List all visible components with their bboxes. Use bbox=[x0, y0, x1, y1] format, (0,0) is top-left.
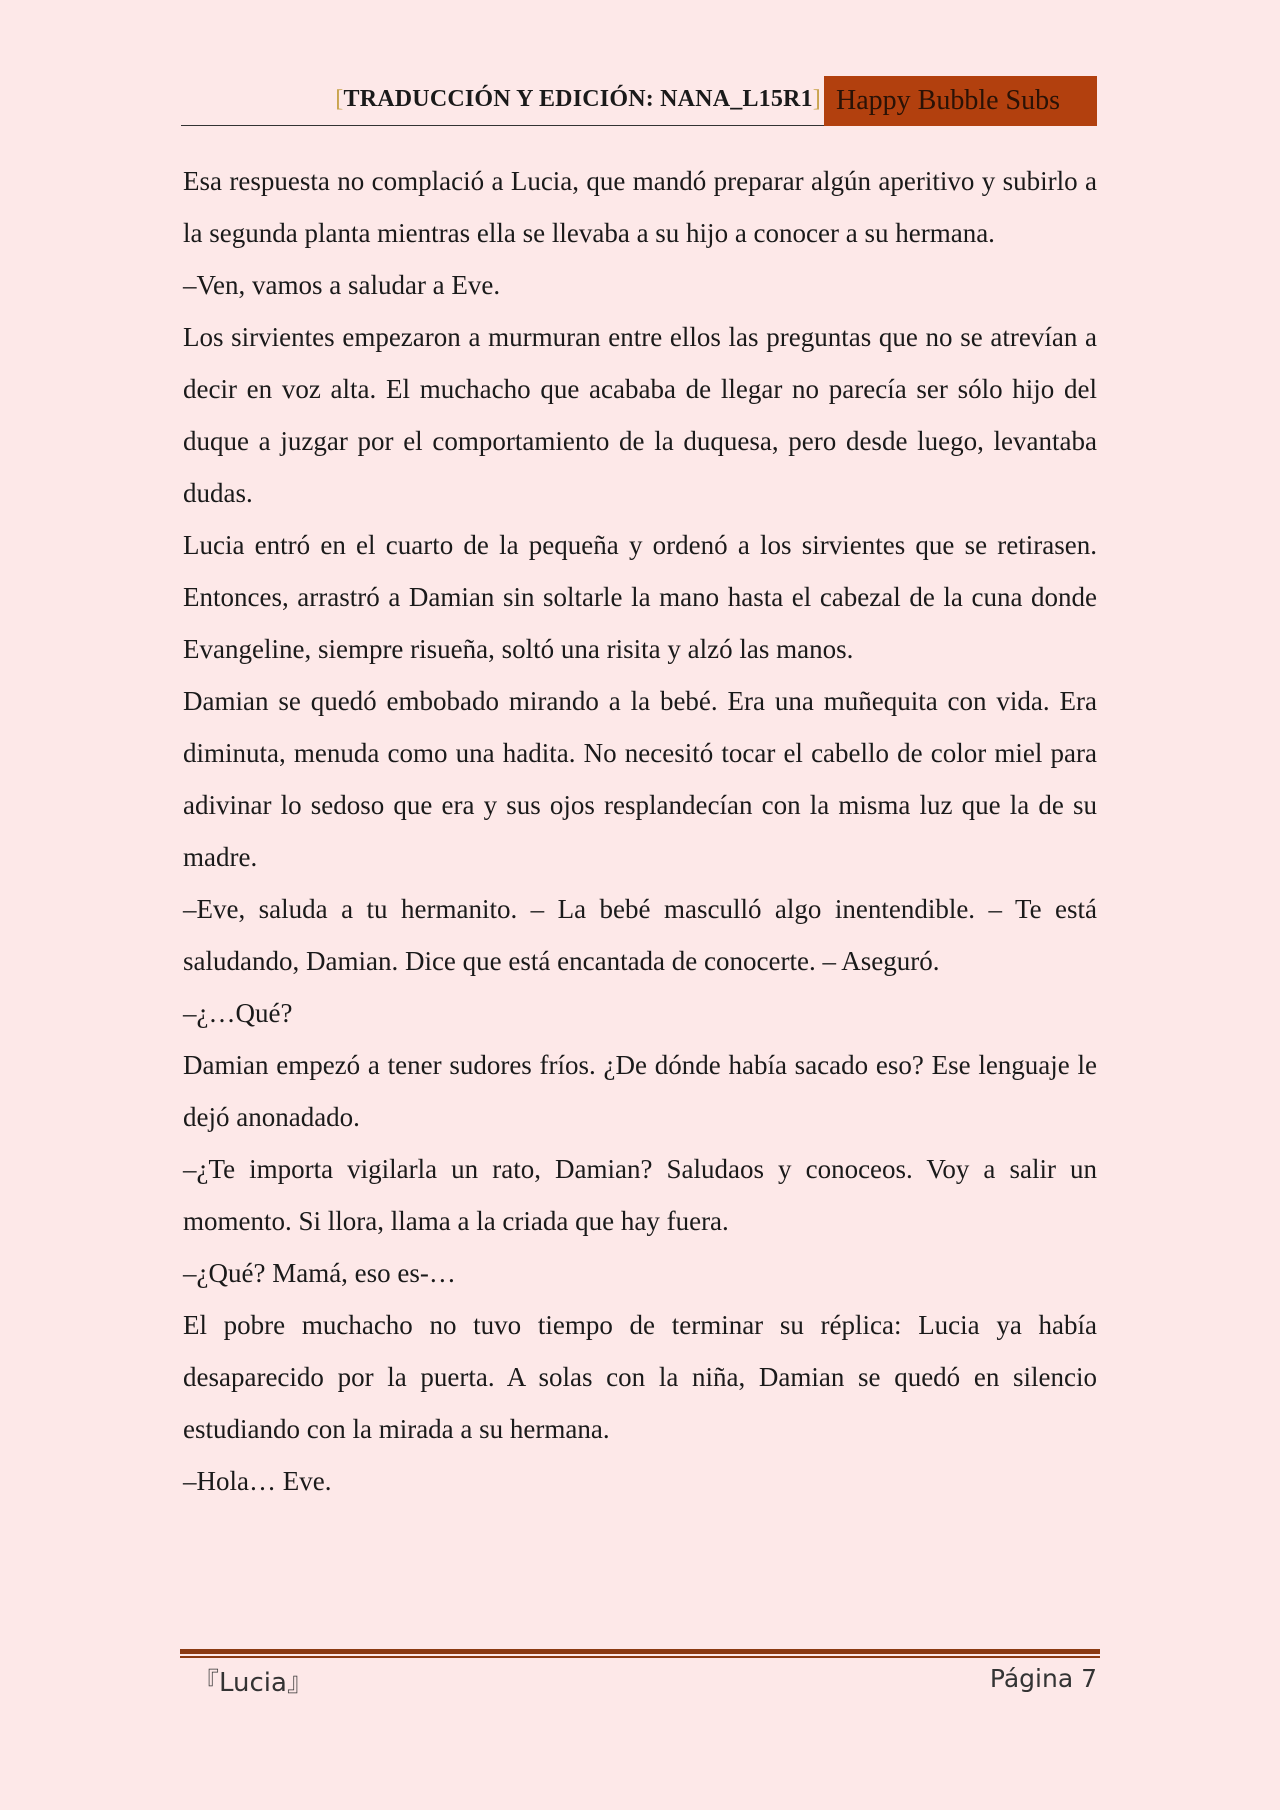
paragraph: –Hola… Eve. bbox=[183, 1466, 332, 1496]
credit-text: TRADUCCIÓN Y EDICIÓN: NANA_L15R1 bbox=[343, 86, 813, 112]
paragraph: –Ven, vamos a saludar a Eve. bbox=[183, 270, 501, 300]
paragraph: Los sirvientes empezaron a murmuran entre ellos las preguntas que no se atrevían a decir en voz alta. El muchacho que acababa de llegar no parecía ser sólo hijo del duque a juzgar por el comportamiento de la duquesa, pero desde luego, levantaba dudas. bbox=[183, 322, 1097, 508]
footer-rule-thick bbox=[180, 1649, 1100, 1654]
paragraph: Lucia entró en el cuarto de la pequeña y ordenó a los sirvientes que se retirasen. Entonces, arrastró a Damian sin soltarle la mano hasta el cabezal de la cuna donde Evangeline, siempre risueña, soltó una risita y alzó las manos. bbox=[183, 530, 1097, 664]
footer-rule-thin bbox=[180, 1656, 1100, 1658]
group-badge: Happy Bubble Subs bbox=[824, 76, 1097, 126]
paragraph: –¿Te importa vigilarla un rato, Damian? Saludaos y conoceos. Voy a salir un momento. Si llora, llama a la criada que hay fuera. bbox=[183, 1154, 1097, 1236]
translation-credit bbox=[335, 86, 821, 113]
paragraph: Damian empezó a tener sudores fríos. ¿De dónde había sacado eso? Ese lenguaje le dejó anonadado. bbox=[183, 1050, 1097, 1132]
page-header bbox=[181, 76, 1097, 126]
page-body bbox=[183, 155, 1097, 1507]
header-rule bbox=[181, 125, 824, 126]
paragraph: El pobre muchacho no tuvo tiempo de terminar su réplica: Lucia ya había desaparecido por la puerta. A solas con la niña, Damian se quedó en silencio estudiando con la mirada a su hermana. bbox=[183, 1310, 1097, 1444]
paragraph: –Eve, saluda a tu hermanito. – La bebé masculló algo inentendible. – Te está saludando, Damian. Dice que está encantada de conocerte. – Aseguró. bbox=[183, 894, 1097, 976]
paragraph: Esa respuesta no complació a Lucia, que mandó preparar algún aperitivo y subirlo a la segunda planta mientras ella se llevaba a su hijo a conocer a su hermana. bbox=[183, 166, 1097, 248]
paragraph: –¿Qué? Mamá, eso es-… bbox=[183, 1258, 456, 1288]
paragraph: Damian se quedó embobado mirando a la bebé. Era una muñequita con vida. Era diminuta, menuda como una hadita. No necesitó tocar el cabello de color miel para adivinar lo sedoso que era y sus ojos resplandecían con la misma luz que la de su madre. bbox=[183, 686, 1097, 872]
paragraph: –¿…Qué? bbox=[183, 998, 293, 1028]
footer-book-title: 『Lucia』 bbox=[193, 1668, 313, 1698]
credit-bracket-open: [ bbox=[335, 86, 344, 112]
footer-page-number: Página 7 bbox=[989, 1664, 1097, 1693]
credit-bracket-close: ] bbox=[812, 86, 821, 112]
